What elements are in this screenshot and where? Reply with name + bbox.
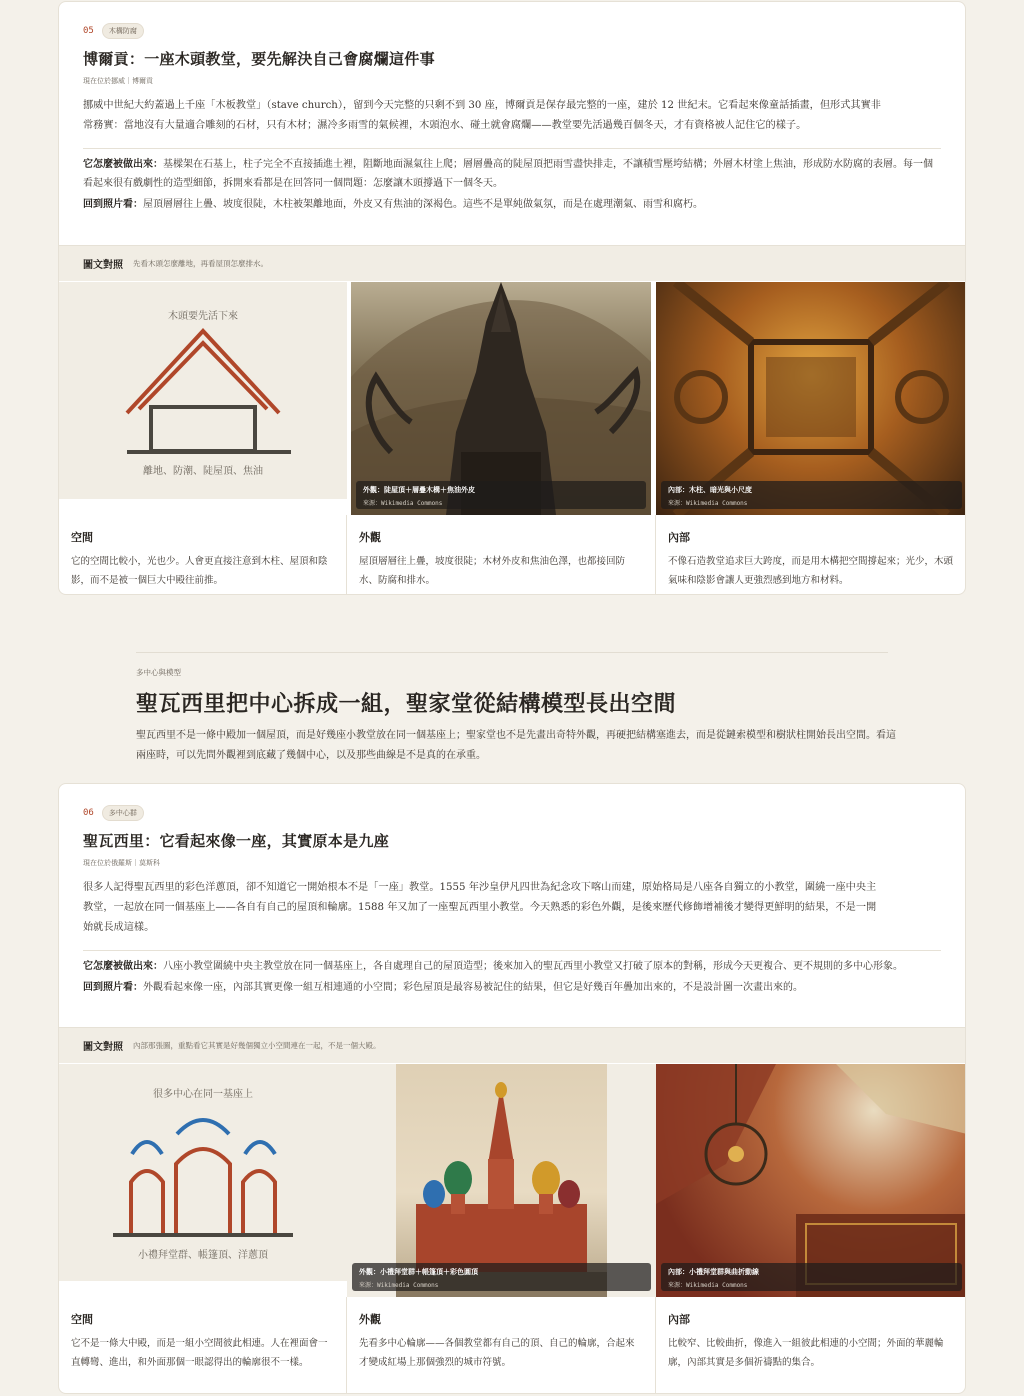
figure-strip-title: 圖文對照 [83,260,123,271]
back-to-photo-paragraph [83,195,941,214]
topic-tag: 多中心群 [102,805,144,821]
section-title: 聖瓦西里把中心拆成一組，聖家堂從結構模型長出空間 [136,691,677,717]
divider [83,950,941,951]
how-made-paragraph [83,957,941,976]
photo-exterior-caption-text: 外觀：陡屋頂＋層疊木構＋焦油外皮 [363,486,475,494]
figure-strip [59,245,966,281]
topic-tag: 木構防腐 [102,23,144,39]
back-to-photo-label: 回到照片看： [83,199,143,210]
photo-exterior [347,1064,656,1297]
column-space-text: 它不是一條大中殿，而是一組小空間彼此相連。人在裡面會一直轉彎、進出，和外面那個一眼認得出的輪廓很不一樣。 [71,1338,328,1368]
figure-strip-note: 先看木頭怎麼離地，再看屋頂怎麼排水。 [133,259,268,268]
photo-interior-source: 來源：Wikimedia Commons [668,500,748,507]
diagram-bottom-label: 離地、防潮、陡屋頂、焦油 [143,466,263,477]
how-made-label: 它怎麼被做出來： [83,159,163,170]
column-exterior-text: 屋頂層層往上疊，坡度很陡；木材外皮和焦油色澤，也都接回防水、防腐和排水。 [359,556,626,586]
how-made-text: 八座小教堂圍繞中央主教堂放在同一個基座上，各自處理自己的屋頂造型；後來加入的聖瓦西里小教堂又打破了原本的對稱，形成今天更複合、更不規則的多中心形象。 [163,961,903,972]
card-title: 博爾貢：一座木頭教堂，要先解決自己會腐爛這件事 [83,50,435,68]
column-interior [656,515,966,595]
photo-interior-caption [661,481,962,509]
back-to-photo-text: 屋頂層層往上疊、坡度很陡，木柱被架離地面，外皮又有焦油的深褐色。這些不是單純做氣氛，而是在處理潮氣、雨雪和腐朽。 [143,199,703,210]
column-interior-text: 比較窄、比較曲折，像進入一組彼此相連的小空間；外面的華麗輪廓，內部其實是多個祈禱點的集合。 [668,1338,944,1368]
back-to-photo-text: 外觀看起來像一座，內部其實更像一組互相連通的小空間；彩色屋頂是最容易被記住的結果，但它是好幾百年疊加出來的，不是設計圖一次畫出來的。 [143,982,803,993]
column-exterior-title: 外觀 [359,1313,381,1326]
how-made-text: 基樑架在石基上，柱子完全不直接插進土裡，阻斷地面濕氣往上爬；層層疊高的陡屋頂把雨雪盡快排走，不讓積雪壓垮結構；外層木材塗上焦油，形成防水防腐的表層。每一個看起來很有戲劇性的造型細節，拆開來看都是在回答同一個問題：怎麼讓木頭撐過下一個冬天。 [83,159,933,189]
card-st-basil [58,783,966,1394]
column-space-text: 它的空間比較小，光也少。人會更直接注意到木柱、屋頂和陰影，而不是被一個巨大中殿往前推。 [71,556,328,586]
diagram-top-label: 木頭要先活下來 [168,311,238,322]
column-interior [656,1297,966,1394]
diagram-bottom-label: 小禮拜堂群、帳篷頂、洋蔥頂 [138,1250,268,1261]
back-to-photo-label: 回到照片看： [83,982,143,993]
column-exterior [347,515,656,595]
photo-exterior-source: 來源：Wikimedia Commons [359,1282,439,1289]
photo-exterior-caption-text: 外觀：小禮拜堂群＋帳篷頂＋彩色圓頂 [359,1268,478,1276]
photo-interior-caption-text: 內部：小禮拜堂群與曲折動線 [668,1268,759,1276]
card-borgund [58,1,966,595]
card-body: 很多人記得聖瓦西里的彩色洋蔥頂，卻不知道它一開始根本不是「一座」教堂。1555 年沙皇伊凡四世為紀念攻下喀山而建，原始格局是八座各自獨立的小教堂，圍繞一座中央主教堂，一起放在同一個基座上——各自有自己的屋頂和輪廓。1588 年又加了一座聖瓦西里小教堂。今天熟悉的彩色外觀，是後來歷代修飾增補後才變得更鮮明的結果，不是一開始就長成這樣。 [83,882,877,933]
photo-exterior-caption [356,481,646,509]
how-made-label: 它怎麼被做出來： [83,961,163,972]
section-kicker: 多中心與模型 [136,652,888,678]
multi-center-diagram [59,1064,347,1281]
column-space-title: 空間 [71,531,93,544]
photo-exterior-caption [352,1263,651,1291]
photo-interior-caption [661,1263,962,1291]
column-space [59,1297,347,1394]
card-location: 現在位於俄羅斯｜莫斯科 [83,859,160,867]
column-exterior-text: 先看多中心輪廓——各個教堂都有自己的頂、自己的輪廓，合起來才變成紅場上那個強烈的城市符號。 [359,1338,635,1368]
column-space-title: 空間 [71,1313,93,1326]
card-number: 06 [83,808,94,818]
photo-interior [656,282,966,515]
back-to-photo-paragraph [83,978,941,997]
photo-exterior [351,282,651,515]
column-interior-title: 內部 [668,1313,690,1326]
card-number: 05 [83,26,94,36]
card-title: 聖瓦西里：它看起來像一座，其實原本是九座 [83,832,390,850]
diagram-top-label: 很多中心在同一基座上 [153,1089,253,1100]
column-exterior [347,1297,656,1394]
photo-exterior-source: 來源：Wikimedia Commons [363,500,443,507]
card-body: 挪威中世紀大約蓋過上千座「木板教堂」（stave church），留到今天完整的只剩不到 30 座，博爾貢是保存最完整的一座，建於 12 世紀末。它看起來像童話插畫，但形式其實非常務實：當地沒有大量適合雕刻的石材，只有木材；濕冷多雨雪的氣候裡，木頭泡水、碰土就會腐爛——教堂要先活過幾百個冬天，才有資格被人記住它的樣子。 [83,100,881,131]
column-exterior-title: 外觀 [359,531,381,544]
photo-interior [656,1064,966,1297]
column-interior-title: 內部 [668,531,690,544]
photo-interior-caption-text: 內部：木柱、暗光與小尺度 [668,486,752,494]
how-made-paragraph [83,155,941,193]
column-interior-text: 不像石造教堂追求巨大跨度，而是用木構把空間撐起來；光少，木頭氣味和陰影會讓人更強烈感到地方和材料。 [668,556,954,586]
column-space [59,515,347,595]
figure-strip [59,1027,966,1063]
figure-strip-title: 圖文對照 [83,1042,123,1053]
section-header [136,652,896,766]
figure-strip-note: 內部那張圖，重點看它其實是好幾個獨立小空間連在一起，不是一個大殿。 [133,1041,381,1050]
photo-interior-source: 來源：Wikimedia Commons [668,1282,748,1289]
card-location: 現在位於挪威｜博爾貢 [83,77,153,85]
divider [83,148,941,149]
section-text: 聖瓦西里不是一條中殿加一個屋頂，而是好幾座小教堂放在同一個基座上；聖家堂也不是先畫出奇特外觀，再硬把結構塞進去，而是從鏈索模型和樹狀柱開始長出空間。看這兩座時，可以先問外觀裡到底藏了幾個中心，以及那些曲線是不是真的在承重。 [136,730,896,761]
stave-diagram [59,282,347,499]
